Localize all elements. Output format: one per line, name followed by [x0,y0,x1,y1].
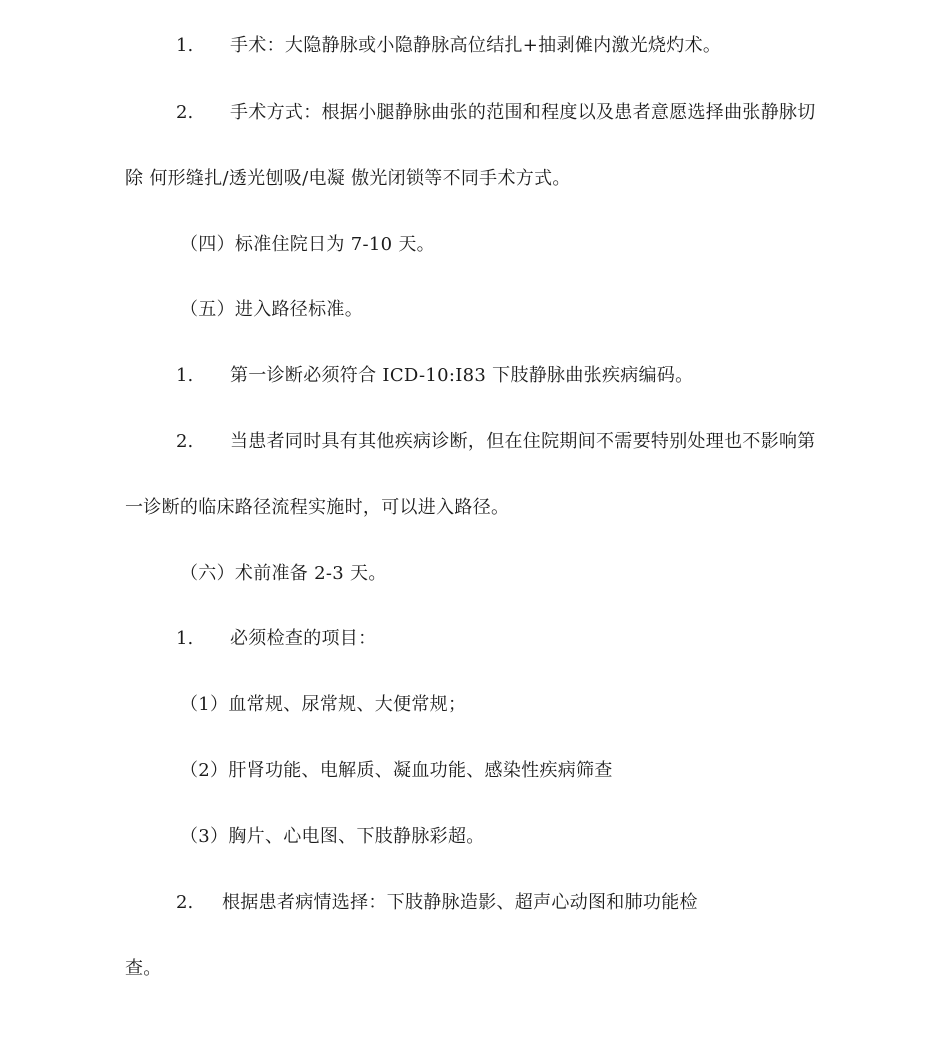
paragraph-line: 根据患者病情选择：下肢静脉造影、超声心动图和肺功能检 [222,892,698,913]
paragraph-line: 除 何形缝扎/透光刨吸/电凝 傲光闭锁等不同手术方式。 [125,168,571,189]
section-heading: （六）术前准备 2-3 天。 [180,563,387,584]
paragraph-line: 第一诊断必须符合 ICD-10:I83 下肢静脉曲张疾病编码。 [230,365,694,386]
section-heading: （四）标准住院日为 7-10 天。 [180,234,435,255]
paragraph-line: 手术方式：根据小腿静脉曲张的范围和程度以及患者意愿选择曲张静脉切 [230,102,816,123]
paragraph-line: 手术：大隐静脉或小隐静脉高位结扎+抽剥傩内激光烧灼术。 [230,35,722,56]
list-item: （1）血常规、尿常规、大便常规； [180,694,467,715]
list-number: 2. [176,102,194,123]
paragraph-line: 当患者同时具有其他疾病诊断，但在住院期间不需要特别处理也不影响第 [230,431,816,452]
list-item: （3）胸片、心电图、下肢静脉彩超。 [180,826,485,847]
list-number: 1. [176,35,194,56]
list-number: 1. [176,628,194,649]
list-item: （2）肝肾功能、电解质、凝血功能、感染性疾病筛查 [180,760,613,781]
paragraph-line: 查。 [125,958,162,979]
list-number: 1. [176,365,194,386]
list-number: 2. [176,431,194,452]
paragraph-line: 必须检查的项目： [230,628,377,649]
paragraph-line: 一诊断的临床路径流程实施时，可以进入路径。 [125,497,510,518]
list-number: 2. [176,892,194,913]
section-heading: （五）进入路径标准。 [180,299,363,320]
